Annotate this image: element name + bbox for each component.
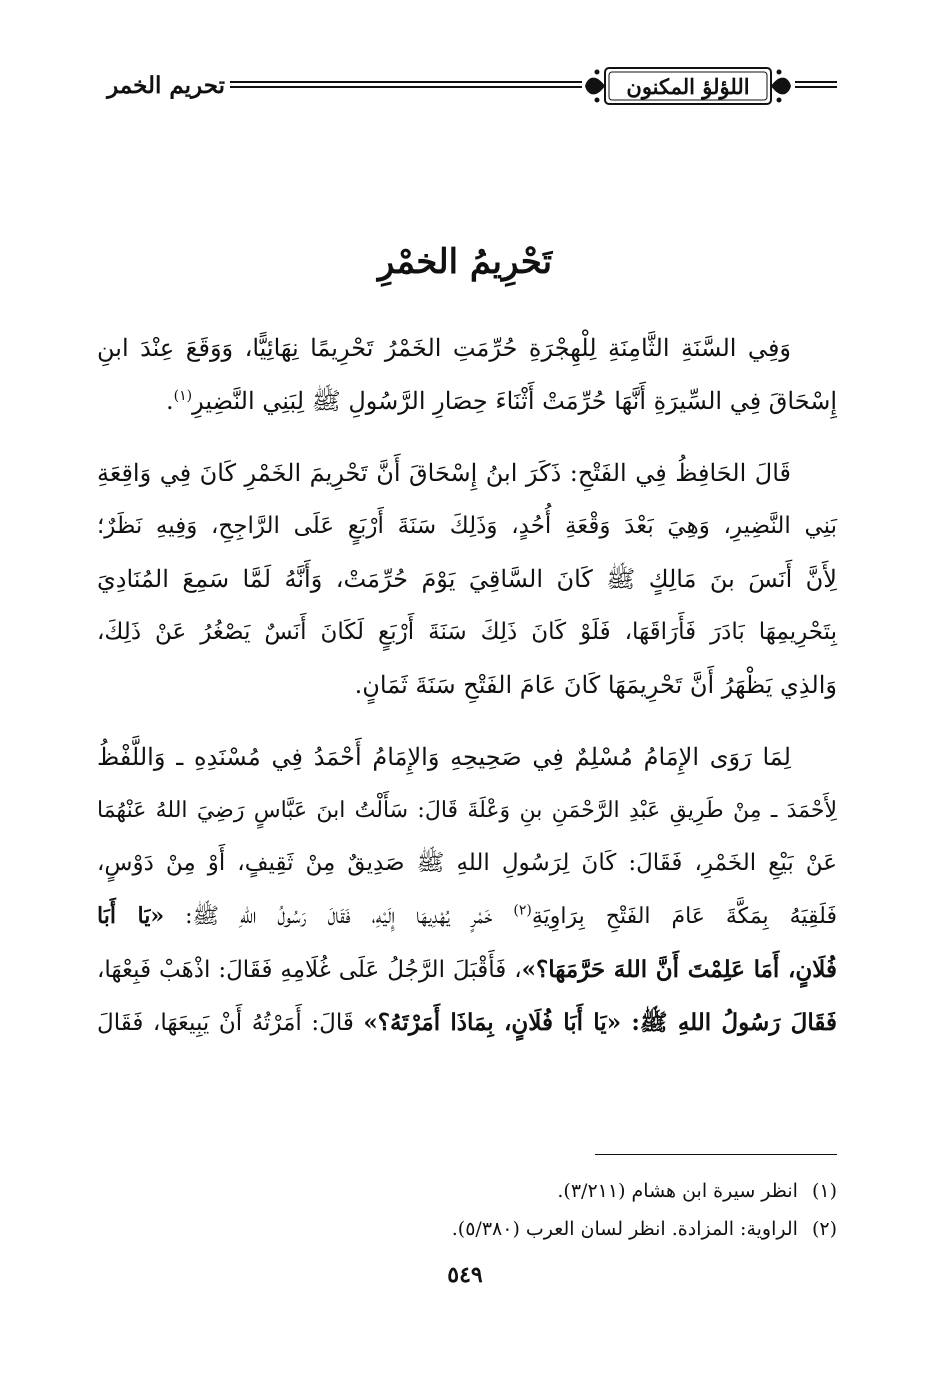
text-line: لِأَنَّ أَنَسَ بنَ مَالِكٍ ﷺ كَانَ السَّاقِيَ يَوْمَ حُرِّمَتْ، وَأَنَّهُ لَمَّا سَمِعَ المُنَادِيَ: [97, 565, 837, 593]
header-rule: [230, 81, 582, 88]
text-line: عَنْ بَيْعِ الخَمْرِ، فَقَالَ: كَانَ لِرَسُولِ اللهِ ﷺ صَدِيقٌ مِنْ ثَقِيفٍ، أَوْ مِنْ دَوْسٍ،: [97, 850, 837, 876]
text-run: إِسْحَاقَ فِي السِّيرَةِ أَنَّهَا حُرِّمَتْ أَثْنَاءَ حِصَارِ الرَّسُولِ ﷺ لِبَنِي النَّضِيرِ: [192, 387, 837, 415]
paragraph: [97, 322, 837, 428]
paragraph: [97, 731, 837, 1049]
text-line: لِمَا رَوَى الإِمَامُ مُسْلِمٌ فِي صَحِيحِهِ وَالإِمَامُ أَحْمَدُ فِي مُسْنَدِهِ ـ وَاللَّفْظُ: [97, 743, 791, 771]
text-line: [97, 375, 837, 428]
text-line: [97, 996, 837, 1049]
text-line: وَفِي السَّنَةِ الثَّامِنَةِ لِلْهِجْرَةِ حُرِّمَتِ الخَمْرُ تَحْرِيمًا نِهَائِيًّا، وَوَقَعَ عِنْدَ ابنِ: [97, 334, 792, 362]
book-title-cartouche: [583, 64, 793, 108]
text-line: قَالَ الحَافِظُ فِي الفَتْحِ: ذَكَرَ ابنُ إِسْحَاقَ أَنَّ تَحْرِيمَ الخَمْرِ كَانَ فِي وَاقِعَةِ: [97, 459, 791, 487]
hadith-quote: فُلَانٍ، أَمَا عَلِمْتَ أَنَّ اللهَ حَرَّمَهَا؟»: [521, 956, 837, 983]
hadith-quote: فَقَالَ رَسُولُ اللهِ ﷺ: «يَا أَبَا فُلَانٍ، بِمَاذَا أَمَرْتَهُ؟»: [363, 1009, 837, 1036]
text-run: قَالَ: أَمَرْتُهُ أَنْ يَبِيعَهَا، فَقَالَ: [97, 1010, 364, 1036]
text-line: بِتَحْرِيمِهَا بَادَرَ فَأَرَاقَهَا، فَلَوْ كَانَ ذَلِكَ سَنَةَ أَرْبَعٍ لَكَانَ أَنَسٌ يَصْغُرُ عَنْ ذَلِكَ،: [97, 619, 837, 645]
running-book-title: اللؤلؤ المكنون: [626, 73, 750, 99]
text-run: ، فَأَقْبَلَ الرَّجُلُ عَلَى غُلَامِهِ فَقَالَ: اذْهَبْ فَبِعْهَا،: [97, 957, 522, 983]
text-line: [97, 943, 837, 996]
text-line: بَنِي النَّضِيرِ، وَهِيَ بَعْدَ وَقْعَةِ أُحُدٍ، وَذَلِكَ سَنَةَ أَرْبَعٍ عَلَى الرَّاجِحِ، وَفِيهِ نَظَرٌ؛: [97, 513, 837, 539]
text-line: وَالذِي يَظْهَرُ أَنَّ تَحْرِيمَهَا كَانَ عَامَ الفَتْحِ سَنَةَ ثَمَانٍ.: [354, 671, 837, 699]
running-header: [95, 58, 837, 118]
running-section-title: تحريم الخمر: [107, 72, 225, 99]
paragraph: [97, 447, 837, 712]
text-run: .: [166, 387, 174, 415]
footnotes: [97, 1172, 837, 1248]
footnote: [97, 1172, 837, 1210]
footnote-number: (١): [811, 1180, 837, 1202]
footnote-text: الراوية: المزادة. انظر لسان العرب (٥/٣٨٠).: [451, 1218, 798, 1240]
text-run: خَمْرٍ يُهْدِيهَا إِلَيْهِ، فَقَالَ رَسُولُ اللهِ ﷺ:: [164, 904, 514, 929]
text-line: [97, 890, 837, 943]
footnote: [97, 1210, 837, 1248]
hadith-quote: «يَا أَبَا: [97, 903, 165, 929]
footnote-ref[interactable]: (٢): [513, 902, 532, 919]
footnote-ref[interactable]: (١): [173, 388, 193, 404]
header-rule-right: [795, 81, 837, 88]
text-line: لِأَحْمَدَ ـ مِنْ طَرِيقِ عَبْدِ الرَّحْمَنِ بنِ وَعْلَةَ قَالَ: سَأَلْتُ ابنَ عَبَّاسٍ رَضِيَ اللهُ عَنْهُمَا: [97, 798, 837, 823]
footnote-separator: [595, 1154, 837, 1155]
footnote-number: (٢): [811, 1218, 837, 1240]
page-number: ٥٤٩: [447, 1262, 483, 1288]
body-text: [97, 322, 837, 1068]
text-run: فَلَقِيَهُ بِمَكَّةَ عَامَ الفَتْحِ بِرَاوِيَةِ: [531, 904, 837, 929]
chapter-title: تَحْرِيمُ الخمْرِ: [377, 242, 553, 282]
footnote-text: انظر سيرة ابن هشام (٣/٢١١).: [557, 1180, 798, 1202]
